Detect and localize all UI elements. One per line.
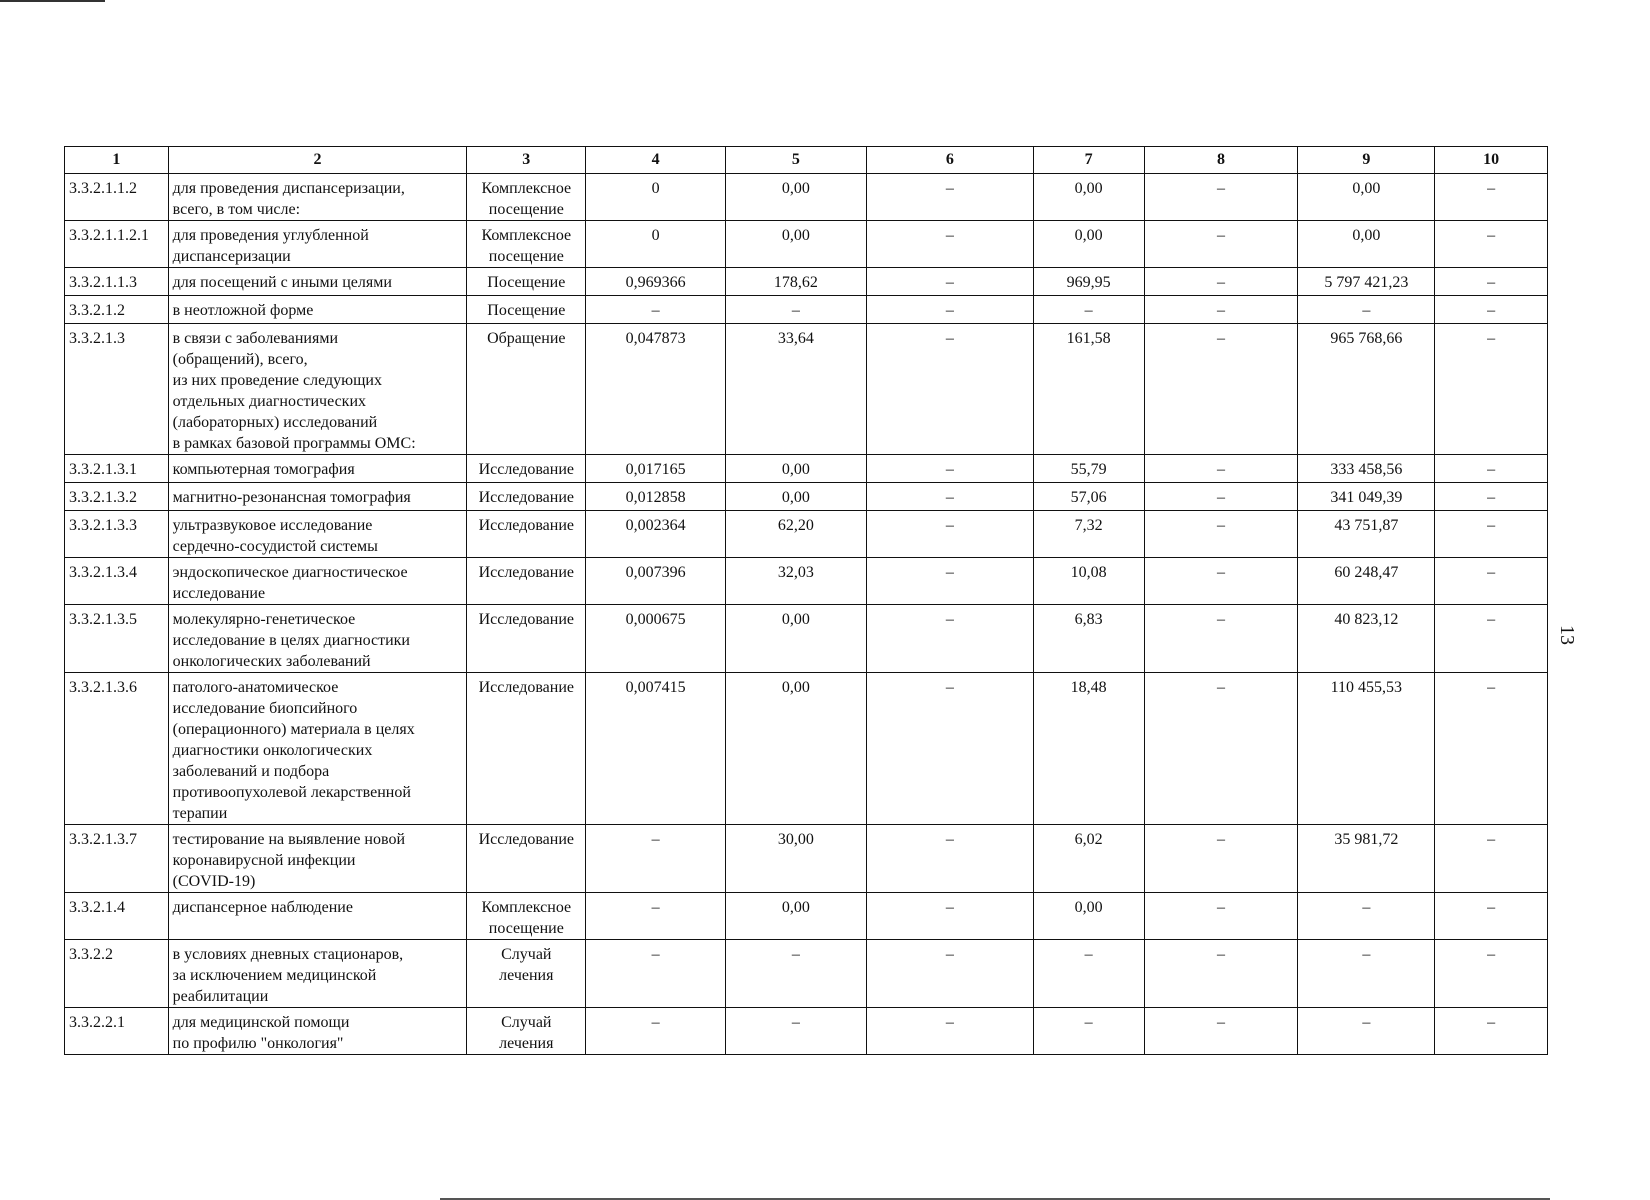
row-unit: Комплексное посещение — [467, 893, 586, 940]
cell-col-4: 0 — [586, 174, 726, 221]
header-cell: 9 — [1298, 147, 1435, 174]
row-unit: Исследование — [467, 483, 586, 511]
cell-col-6: – — [866, 605, 1033, 673]
row-unit: Исследование — [467, 558, 586, 605]
cell-col-6: – — [866, 483, 1033, 511]
row-code: 3.3.2.1.3.5 — [65, 605, 169, 673]
row-code: 3.3.2.1.3.2 — [65, 483, 169, 511]
scan-edge-line — [0, 0, 105, 2]
cell-col-4: 0,047873 — [586, 324, 726, 455]
header-cell: 3 — [467, 147, 586, 174]
cell-col-6: – — [866, 221, 1033, 268]
cell-col-7: 0,00 — [1033, 893, 1144, 940]
row-name: для проведения углубленной диспансеризации — [168, 221, 467, 268]
cell-col-4: – — [586, 1008, 726, 1055]
row-name: для медицинской помощи по профилю "онкология" — [168, 1008, 467, 1055]
cell-col-9: – — [1298, 940, 1435, 1008]
row-unit: Комплексное посещение — [467, 174, 586, 221]
header-cell: 10 — [1435, 147, 1548, 174]
header-cell: 1 — [65, 147, 169, 174]
cell-col-8: – — [1144, 825, 1298, 893]
cell-col-10: – — [1435, 174, 1548, 221]
cell-col-10: – — [1435, 1008, 1548, 1055]
row-name: эндоскопическое диагностическое исследование — [168, 558, 467, 605]
cell-col-5: 0,00 — [726, 174, 867, 221]
cell-col-8: – — [1144, 1008, 1298, 1055]
cell-col-7: 18,48 — [1033, 673, 1144, 825]
row-name: магнитно-резонансная томография — [168, 483, 467, 511]
cell-col-7: 55,79 — [1033, 455, 1144, 483]
cell-col-5: – — [726, 1008, 867, 1055]
cell-col-8: – — [1144, 893, 1298, 940]
cell-col-7: 0,00 — [1033, 221, 1144, 268]
row-name: в неотложной форме — [168, 296, 467, 324]
table-header-row — [65, 147, 1548, 174]
cell-col-9: 333 458,56 — [1298, 455, 1435, 483]
cell-col-8: – — [1144, 673, 1298, 825]
cell-col-9: 60 248,47 — [1298, 558, 1435, 605]
cell-col-5: 30,00 — [726, 825, 867, 893]
header-cell: 6 — [866, 147, 1033, 174]
cell-col-10: – — [1435, 221, 1548, 268]
cell-col-5: 0,00 — [726, 605, 867, 673]
cell-col-5: 0,00 — [726, 455, 867, 483]
table-row — [65, 673, 1548, 825]
cell-col-6: – — [866, 324, 1033, 455]
data-table — [64, 146, 1548, 1055]
cell-col-9: 35 981,72 — [1298, 825, 1435, 893]
cell-col-9: 43 751,87 — [1298, 511, 1435, 558]
cell-col-4: 0,002364 — [586, 511, 726, 558]
table-row — [65, 268, 1548, 296]
cell-col-7: 969,95 — [1033, 268, 1144, 296]
cell-col-5: 0,00 — [726, 221, 867, 268]
row-unit: Исследование — [467, 455, 586, 483]
cell-col-4: – — [586, 296, 726, 324]
cell-col-10: – — [1435, 268, 1548, 296]
row-name: для проведения диспансеризации, всего, в том числе: — [168, 174, 467, 221]
cell-col-4: 0,017165 — [586, 455, 726, 483]
row-code: 3.3.2.1.3.6 — [65, 673, 169, 825]
cell-col-10: – — [1435, 605, 1548, 673]
cell-col-6: – — [866, 296, 1033, 324]
cell-col-6: – — [866, 174, 1033, 221]
row-name: патолого-анатомическое исследование биопсийного (операционного) материала в целях диагностики онкологических заболеваний и подбора противоопухолевой лекарственной терапии — [168, 673, 467, 825]
cell-col-9: – — [1298, 893, 1435, 940]
cell-col-8: – — [1144, 940, 1298, 1008]
header-cell: 8 — [1144, 147, 1298, 174]
cell-col-7: – — [1033, 940, 1144, 1008]
cell-col-6: – — [866, 825, 1033, 893]
cell-col-4: – — [586, 893, 726, 940]
cell-col-5: 33,64 — [726, 324, 867, 455]
cell-col-6: – — [866, 673, 1033, 825]
row-name: ультразвуковое исследование сердечно-сосудистой системы — [168, 511, 467, 558]
cell-col-9: 5 797 421,23 — [1298, 268, 1435, 296]
table-row — [65, 221, 1548, 268]
row-code: 3.3.2.1.3 — [65, 324, 169, 455]
cell-col-8: – — [1144, 483, 1298, 511]
cell-col-7: 7,32 — [1033, 511, 1144, 558]
cell-col-7: – — [1033, 1008, 1144, 1055]
row-unit: Случай лечения — [467, 940, 586, 1008]
cell-col-6: – — [866, 1008, 1033, 1055]
row-unit: Исследование — [467, 605, 586, 673]
cell-col-10: – — [1435, 825, 1548, 893]
row-code: 3.3.2.1.1.2.1 — [65, 221, 169, 268]
cell-col-5: 0,00 — [726, 483, 867, 511]
cell-col-7: 6,02 — [1033, 825, 1144, 893]
cell-col-10: – — [1435, 940, 1548, 1008]
row-unit: Посещение — [467, 296, 586, 324]
header-cell: 5 — [726, 147, 867, 174]
cell-col-8: – — [1144, 174, 1298, 221]
cell-col-10: – — [1435, 673, 1548, 825]
cell-col-9: 0,00 — [1298, 174, 1435, 221]
cell-col-4: 0,007415 — [586, 673, 726, 825]
table-row — [65, 825, 1548, 893]
cell-col-6: – — [866, 940, 1033, 1008]
cell-col-10: – — [1435, 455, 1548, 483]
row-unit: Посещение — [467, 268, 586, 296]
table-row — [65, 1008, 1548, 1055]
row-code: 3.3.2.2 — [65, 940, 169, 1008]
cell-col-10: – — [1435, 296, 1548, 324]
table-body — [65, 174, 1548, 1055]
row-unit: Комплексное посещение — [467, 221, 586, 268]
cell-col-5: 178,62 — [726, 268, 867, 296]
cell-col-7: 57,06 — [1033, 483, 1144, 511]
table-row — [65, 558, 1548, 605]
cell-col-4: 0 — [586, 221, 726, 268]
cell-col-8: – — [1144, 455, 1298, 483]
cell-col-10: – — [1435, 483, 1548, 511]
table-row — [65, 483, 1548, 511]
row-name: диспансерное наблюдение — [168, 893, 467, 940]
cell-col-10: – — [1435, 511, 1548, 558]
row-unit: Исследование — [467, 673, 586, 825]
cell-col-8: – — [1144, 605, 1298, 673]
table-row — [65, 605, 1548, 673]
row-code: 3.3.2.1.1.3 — [65, 268, 169, 296]
cell-col-10: – — [1435, 558, 1548, 605]
row-name: компьютерная томография — [168, 455, 467, 483]
table-row — [65, 940, 1548, 1008]
cell-col-9: – — [1298, 296, 1435, 324]
row-code: 3.3.2.1.3.1 — [65, 455, 169, 483]
cell-col-5: 62,20 — [726, 511, 867, 558]
table-row — [65, 324, 1548, 455]
cell-col-4: – — [586, 940, 726, 1008]
row-code: 3.3.2.1.3.3 — [65, 511, 169, 558]
header-cell: 4 — [586, 147, 726, 174]
cell-col-9: 0,00 — [1298, 221, 1435, 268]
cell-col-4: 0,000675 — [586, 605, 726, 673]
row-unit: Случай лечения — [467, 1008, 586, 1055]
cell-col-5: 0,00 — [726, 893, 867, 940]
cell-col-7: 6,83 — [1033, 605, 1144, 673]
cell-col-9: 40 823,12 — [1298, 605, 1435, 673]
row-code: 3.3.2.1.1.2 — [65, 174, 169, 221]
cell-col-10: – — [1435, 324, 1548, 455]
cell-col-9: 341 049,39 — [1298, 483, 1435, 511]
row-name: тестирование на выявление новой коронавирусной инфекции (COVID-19) — [168, 825, 467, 893]
cell-col-5: – — [726, 940, 867, 1008]
cell-col-4: 0,969366 — [586, 268, 726, 296]
cell-col-7: 0,00 — [1033, 174, 1144, 221]
table-row — [65, 893, 1548, 940]
page-number: 13 — [1556, 625, 1578, 645]
cell-col-8: – — [1144, 268, 1298, 296]
row-unit: Исследование — [467, 511, 586, 558]
cell-col-8: – — [1144, 324, 1298, 455]
cell-col-6: – — [866, 558, 1033, 605]
row-code: 3.3.2.2.1 — [65, 1008, 169, 1055]
cell-col-4: 0,007396 — [586, 558, 726, 605]
cell-col-7: – — [1033, 296, 1144, 324]
row-code: 3.3.2.1.3.7 — [65, 825, 169, 893]
row-code: 3.3.2.1.4 — [65, 893, 169, 940]
cell-col-5: 32,03 — [726, 558, 867, 605]
header-cell: 7 — [1033, 147, 1144, 174]
table-row — [65, 511, 1548, 558]
scan-edge-line — [440, 1198, 1550, 1200]
cell-col-8: – — [1144, 558, 1298, 605]
table-row — [65, 296, 1548, 324]
cell-col-6: – — [866, 455, 1033, 483]
cell-col-7: 161,58 — [1033, 324, 1144, 455]
table-row — [65, 455, 1548, 483]
table-row — [65, 174, 1548, 221]
cell-col-5: – — [726, 296, 867, 324]
cell-col-9: 965 768,66 — [1298, 324, 1435, 455]
row-name: в условиях дневных стационаров, за исключением медицинской реабилитации — [168, 940, 467, 1008]
cell-col-7: 10,08 — [1033, 558, 1144, 605]
cell-col-4: 0,012858 — [586, 483, 726, 511]
cell-col-8: – — [1144, 511, 1298, 558]
row-name: для посещений с иными целями — [168, 268, 467, 296]
cell-col-8: – — [1144, 296, 1298, 324]
row-code: 3.3.2.1.2 — [65, 296, 169, 324]
cell-col-10: – — [1435, 893, 1548, 940]
cell-col-5: 0,00 — [726, 673, 867, 825]
row-unit: Обращение — [467, 324, 586, 455]
row-code: 3.3.2.1.3.4 — [65, 558, 169, 605]
cell-col-9: – — [1298, 1008, 1435, 1055]
cell-col-9: 110 455,53 — [1298, 673, 1435, 825]
header-cell: 2 — [168, 147, 467, 174]
cell-col-8: – — [1144, 221, 1298, 268]
cell-col-6: – — [866, 268, 1033, 296]
row-name: молекулярно-генетическое исследование в целях диагностики онкологических заболеваний — [168, 605, 467, 673]
row-unit: Исследование — [467, 825, 586, 893]
cell-col-6: – — [866, 893, 1033, 940]
row-name: в связи с заболеваниями (обращений), всего, из них проведение следующих отдельных диагностических (лабораторных) исследований в рамках базовой программы ОМС: — [168, 324, 467, 455]
cell-col-6: – — [866, 511, 1033, 558]
cell-col-4: – — [586, 825, 726, 893]
